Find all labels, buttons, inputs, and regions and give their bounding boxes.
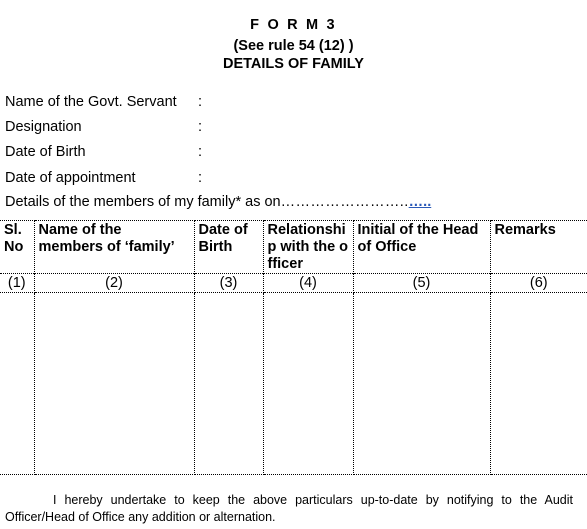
col-number: (1) (0, 274, 34, 293)
col-header-date-of-birth: Date of Birth (194, 221, 263, 274)
table-cell (353, 293, 490, 475)
col-header-relationship: Relationship with the officer (263, 221, 353, 274)
field-colon: : (198, 94, 203, 110)
family-details-link-dots: ….. (408, 194, 432, 210)
table-cell (263, 293, 353, 475)
table-cell (490, 293, 587, 475)
table-cell (194, 293, 263, 475)
family-members-table (0, 220, 587, 475)
form-rule: (See rule 54 (12) ) (233, 38, 354, 54)
col-number: (4) (263, 274, 353, 293)
undertaking-statement: I hereby undertake to keep the above particulars up-to-date by notifying to the Audit Officer/Head of Office any addition or alternation. (5, 493, 573, 524)
field-label-date-of-appointment: Date of appointment (5, 170, 136, 186)
family-details-text: Details of the members of my family* as on (5, 194, 281, 210)
family-details-line (5, 194, 431, 211)
column-number-row (0, 274, 587, 293)
field-colon: : (198, 170, 203, 186)
family-details-dots: …………………….. (280, 194, 409, 210)
col-header-head-initial: Initial of the Head of Office (353, 221, 490, 274)
col-number: (6) (490, 274, 587, 293)
table-body-row (0, 293, 587, 475)
field-label-date-of-birth: Date of Birth (5, 144, 86, 160)
field-label-govt-servant: Name of the Govt. Servant (5, 94, 177, 110)
col-header-sl-no: Sl. No (0, 221, 34, 274)
form-title: F O R M 3 (250, 17, 337, 33)
field-label-designation: Designation (5, 119, 82, 135)
col-number: (5) (353, 274, 490, 293)
table-cell (0, 293, 34, 475)
col-header-remarks: Remarks (490, 221, 587, 274)
col-number: (3) (194, 274, 263, 293)
form-subtitle: DETAILS OF FAMILY (223, 56, 364, 72)
table-header-row (0, 221, 587, 274)
field-colon: : (198, 144, 203, 160)
field-colon: : (198, 119, 203, 135)
col-number: (2) (34, 274, 194, 293)
table-cell (34, 293, 194, 475)
col-header-member-name: Name of the members of ‘family’ (34, 221, 194, 274)
